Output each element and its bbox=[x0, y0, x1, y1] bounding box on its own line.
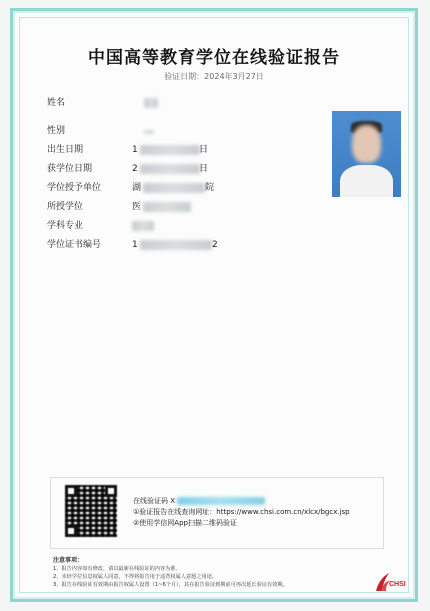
verification-info bbox=[133, 496, 350, 529]
redacted-value bbox=[143, 183, 205, 193]
field-name bbox=[47, 97, 307, 109]
redacted-code bbox=[177, 497, 265, 505]
field-value-start: 1 bbox=[132, 145, 138, 155]
field-label: 学位授予单位 bbox=[47, 183, 102, 193]
field-value-end: 2 bbox=[212, 240, 218, 250]
report-title: 中国高等教育学位在线验证报告 bbox=[88, 48, 340, 68]
verification-report bbox=[10, 8, 418, 602]
field-label: 姓名 bbox=[47, 98, 66, 108]
verification-app-hint: ②使用学信网App扫描二维码验证 bbox=[133, 519, 237, 527]
redacted-value bbox=[132, 221, 154, 231]
field-degree bbox=[47, 201, 307, 213]
field-major bbox=[47, 220, 307, 232]
chsi-logo bbox=[373, 571, 413, 593]
verification-box bbox=[50, 477, 384, 549]
verification-code-row bbox=[133, 496, 350, 507]
field-value-end: 日 bbox=[199, 145, 209, 155]
field-value-end: 院 bbox=[205, 183, 215, 193]
field-value-start: 医 bbox=[132, 202, 142, 212]
redacted-value bbox=[140, 240, 212, 250]
field-value-start: 湖 bbox=[132, 183, 142, 193]
field-label: 学科专业 bbox=[47, 221, 84, 231]
field-degree-date bbox=[47, 163, 307, 175]
note-item: 1、报告内容如有修改，请以最新在线验证的内容为准。 bbox=[53, 566, 181, 572]
note-item: 3、报告在线验证有效期由报告权属人设置（1~6个月），其在报告验证到期前可再次延长验证有效期。 bbox=[53, 582, 288, 588]
field-label: 所授学位 bbox=[47, 202, 84, 212]
verification-url[interactable]: ①验证报告在线查询网址：https://www.chsi.com.cn/xlcx/bgcx.jsp bbox=[133, 508, 350, 516]
field-label: 学位证书编号 bbox=[47, 240, 102, 250]
note-item: 2、未经学位信息权属人同意，不得将报告用于违背权属人意愿之用途。 bbox=[53, 574, 218, 580]
field-label: 获学位日期 bbox=[47, 164, 93, 174]
field-birth-date bbox=[47, 144, 307, 156]
notes-section bbox=[53, 557, 353, 589]
report-date: 验证日期：2024年3月27日 bbox=[164, 72, 264, 81]
qr-code[interactable] bbox=[65, 485, 117, 537]
redacted-value bbox=[144, 98, 158, 108]
redacted-value bbox=[144, 130, 154, 134]
redacted-value bbox=[143, 202, 191, 212]
field-value-start: 2 bbox=[132, 164, 138, 174]
field-label: 出生日期 bbox=[47, 145, 84, 155]
portrait-photo bbox=[332, 111, 401, 197]
notes-heading: 注意事项： bbox=[53, 557, 84, 564]
field-value-end: 日 bbox=[199, 164, 209, 174]
verification-code-label: 在线验证码 X bbox=[133, 497, 176, 505]
chsi-logo-text: CHSI bbox=[389, 581, 406, 588]
field-gender bbox=[47, 125, 307, 137]
field-certificate-number bbox=[47, 239, 307, 251]
redacted-value bbox=[140, 164, 200, 174]
field-value-start: 1 bbox=[132, 240, 138, 250]
redacted-value bbox=[140, 145, 200, 155]
field-awarding-institution bbox=[47, 182, 307, 194]
field-label: 性别 bbox=[47, 126, 66, 136]
